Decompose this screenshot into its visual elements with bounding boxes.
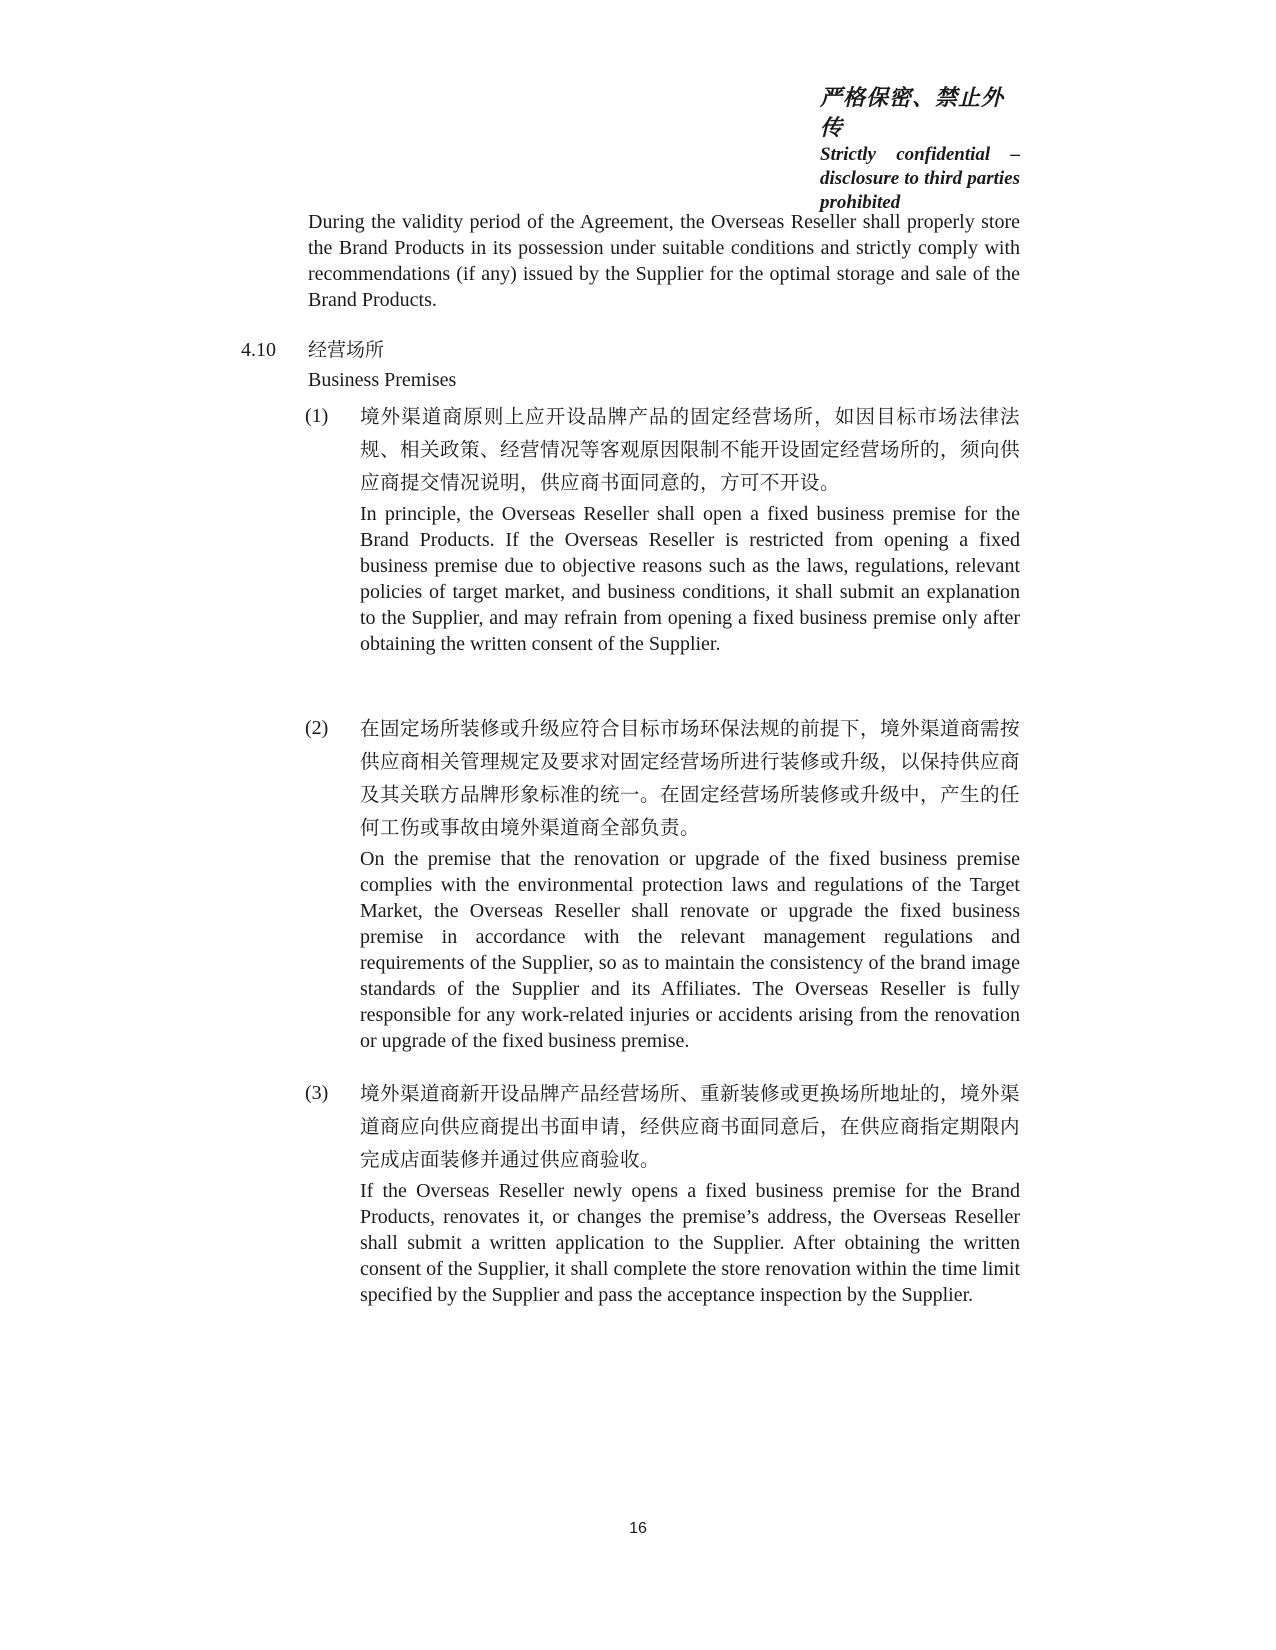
list-item: [360, 712, 1020, 1054]
list-item-text-cn: 在固定场所装修或升级应符合目标市场环保法规的前提下，境外渠道商需按供应商相关管理规定及要求对固定经营场所进行装修或升级，以保持供应商及其关联方品牌形象标准的统一。在固定经营场所装修或升级中，产生的任何工伤或事故由境外渠道商全部负责。: [360, 717, 1021, 839]
section-number: 4.10: [241, 339, 276, 361]
section-title-cn: 经营场所: [308, 339, 385, 361]
list-item: [360, 1077, 1020, 1308]
confidentiality-notice-en: Strictly confidential – disclosure to third parties prohibited: [820, 144, 1020, 213]
confidentiality-notice: [820, 83, 1020, 215]
list-item-text-cn: 境外渠道商原则上应开设品牌产品的固定经营场所，如因目标市场法律法规、相关政策、经营情况等客观原因限制不能开设固定经营场所的，须向供应商提交情况说明，供应商书面同意的，方可不开设。: [360, 405, 1021, 494]
page-number: 16: [629, 1520, 647, 1537]
list-item-text-en: On the premise that the renovation or upgrade of the fixed business premise complies with the environmental protection laws and regulations of the Target Market, the Overseas Reseller shall renovate or upgrade the fixed business premise in accordance with the relevant management regulations and requirements of the Supplier, so as to maintain the consistency of the brand image standards of the Supplier and its Affiliates. The Overseas Reseller is fully responsible for any work-related injuries or accidents arising from the renovation or upgrade of the fixed business premise.: [360, 848, 1020, 1052]
list-item-label: (1): [305, 405, 329, 427]
list-item-text-en: In principle, the Overseas Reseller shall open a fixed business premise for the Brand Products. If the Overseas Reseller is restricted from opening a fixed business premise due to objective reasons such as the laws, regulations, relevant policies of target market, and business conditions, it shall submit an explanation to the Supplier, and may refrain from opening a fixed business premise only after obtaining the written consent of the Supplier.: [360, 503, 1020, 655]
list-item-label: (3): [305, 1082, 329, 1104]
confidentiality-notice-cn: 严格保密、禁止外传: [820, 85, 1005, 140]
list-item-text-cn: 境外渠道商新开设品牌产品经营场所、重新装修或更换场所地址的，境外渠道商应向供应商提出书面申请，经供应商书面同意后，在供应商指定期限内完成店面装修并通过供应商验收。: [360, 1082, 1021, 1171]
section-title-en: Business Premises: [308, 369, 457, 391]
intro-paragraph: During the validity period of the Agreement, the Overseas Reseller shall properly store the Brand Products in its possession under suitable conditions and strictly comply with recommendations (if any) issued by the Supplier for the optimal storage and sale of the Brand Products.: [308, 211, 1020, 311]
list-item-text-en: If the Overseas Reseller newly opens a fixed business premise for the Brand Products, renovates it, or changes the premise’s address, the Overseas Reseller shall submit a written application to the Supplier. After obtaining the written consent of the Supplier, it shall complete the store renovation within the time limit specified by the Supplier and pass the acceptance inspection by the Supplier.: [360, 1180, 1020, 1306]
list-item-label: (2): [305, 717, 329, 739]
list-item: [360, 400, 1020, 657]
